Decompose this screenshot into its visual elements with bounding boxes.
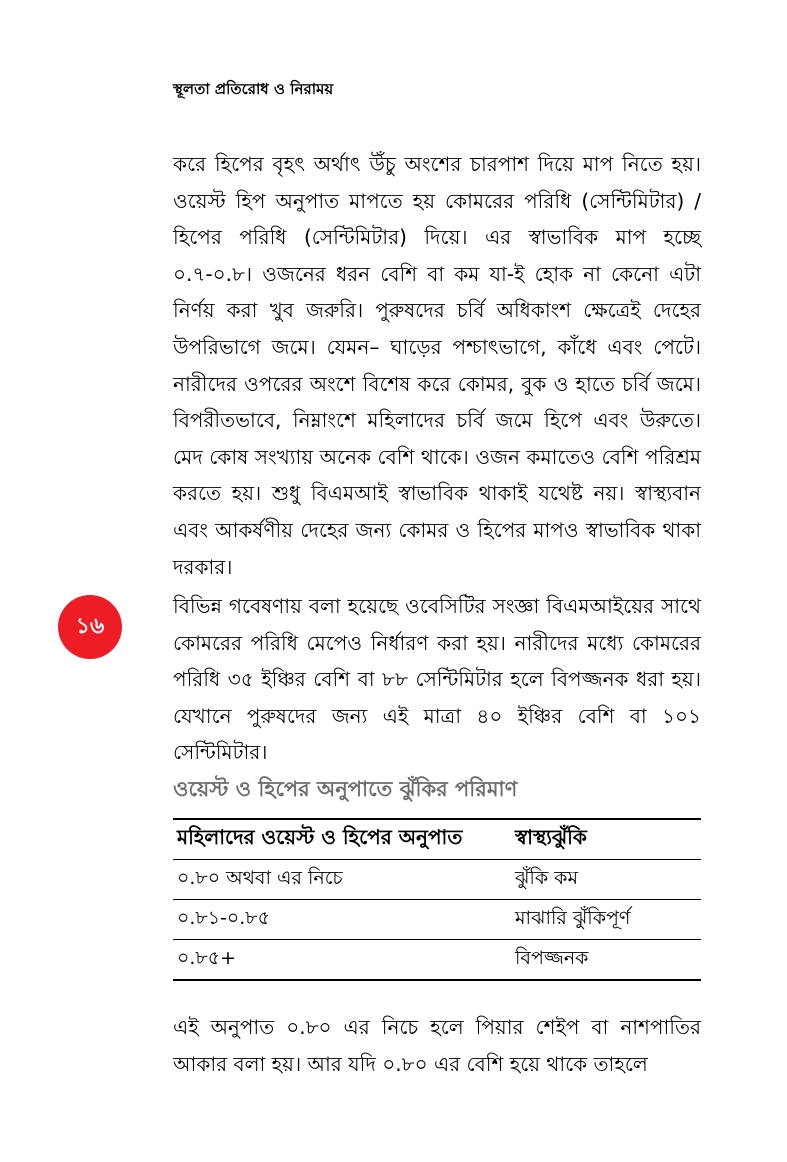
cell-risk: মাঝারি ঝুঁকিপূর্ণ <box>511 900 701 940</box>
cell-ratio: ০.৮১-০.৮৫ <box>173 900 511 940</box>
cell-risk: বিপজ্জনক <box>511 940 701 981</box>
table-header-row <box>173 819 701 860</box>
header-health-risk: স্বাস্থ্যঝুঁকি <box>511 819 701 860</box>
table-caption: ওয়েস্ট ও হিপের অনুপাতে ঝুঁকির পরিমাণ <box>173 777 518 801</box>
page-number-badge: ১৬ <box>58 595 122 659</box>
paragraph-waist-hip-intro: করে হিপের বৃহৎ অর্থাৎ উঁচু অংশের চারপাশ দিয়ে মাপ নিতে হয়। ওয়েস্ট হিপ অনুপাত মাপতে হয় কোমরের পরিধি (সেন্টিমিটার) / হিপের পরিধি (সেন্টিমিটার) দিয়ে। এর স্বাভাবিক মাপ হচ্ছে ০.৭-০.৮। ওজনের ধরন বেশি বা কম যা-ই হোক না কেনো এটা নির্ণয় করা খুব জরুরি। পুরুষদের চর্বি অধিকাংশ ক্ষেত্রেই দেহের উপরিভাগে জমে। যেমন– ঘাড়ের পশ্চাৎভাগে, কাঁধে এবং পেটে। নারীদের ওপরের অংশে বিশেষ করে কোমর, বুক ও হাতে চর্বি জমে। বিপরীতভাবে, নিম্নাংশে মহিলাদের চর্বি জমে হিপে এবং উরুতে। মেদ কোষ সংখ্যায় অনেক বেশি থাকে। ওজন কমাতেও বেশি পরিশ্রম করতে হয়। শুধু বিএমআই স্বাভাবিক থাকাই যথেষ্ট নয়। স্বাস্থ্যবান এবং আকর্ষণীয় দেহের জন্য কোমর ও হিপের মাপও স্বাভাবিক থাকা দরকার। <box>173 152 701 579</box>
paragraph-pear-shape: এই অনুপাত ০.৮০ এর নিচে হলে পিয়ার শেইপ বা নাশপাতির আকার বলা হয়। আর যদি ০.৮০ এর বেশি হয়ে থাকে তাহলে <box>173 1015 701 1076</box>
running-head: স্থূলতা প্রতিরোধ ও নিরাময় <box>173 80 334 98</box>
paragraph-obesity-definition: বিভিন্ন গবেষণায় বলা হয়েছে ওবেসিটির সংজ্ঞা বিএমআইয়ের সাথে কোমরের পরিধি মেপেও নির্ধারণ করা হয়। নারীদের মধ্যে কোমরের পরিধি ৩৫ ইঞ্চির বেশি বা ৮৮ সেন্টিমিটার হলে বিপজ্জনক ধরা হয়। যেখানে পুরুষদের জন্য এই মাত্রা ৪০ ইঞ্চির বেশি বা ১০১ সেন্টিমিটার। <box>173 594 701 765</box>
table-row <box>173 860 701 900</box>
cell-ratio: ০.৮০ অথবা এর নিচে <box>173 860 511 900</box>
waist-hip-risk-table <box>173 818 701 981</box>
table-row <box>173 900 701 940</box>
table-row <box>173 940 701 981</box>
cell-ratio: ০.৮৫+ <box>173 940 511 981</box>
header-ratio: মহিলাদের ওয়েস্ট ও হিপের অনুপাত <box>173 819 511 860</box>
cell-risk: ঝুঁকি কম <box>511 860 701 900</box>
